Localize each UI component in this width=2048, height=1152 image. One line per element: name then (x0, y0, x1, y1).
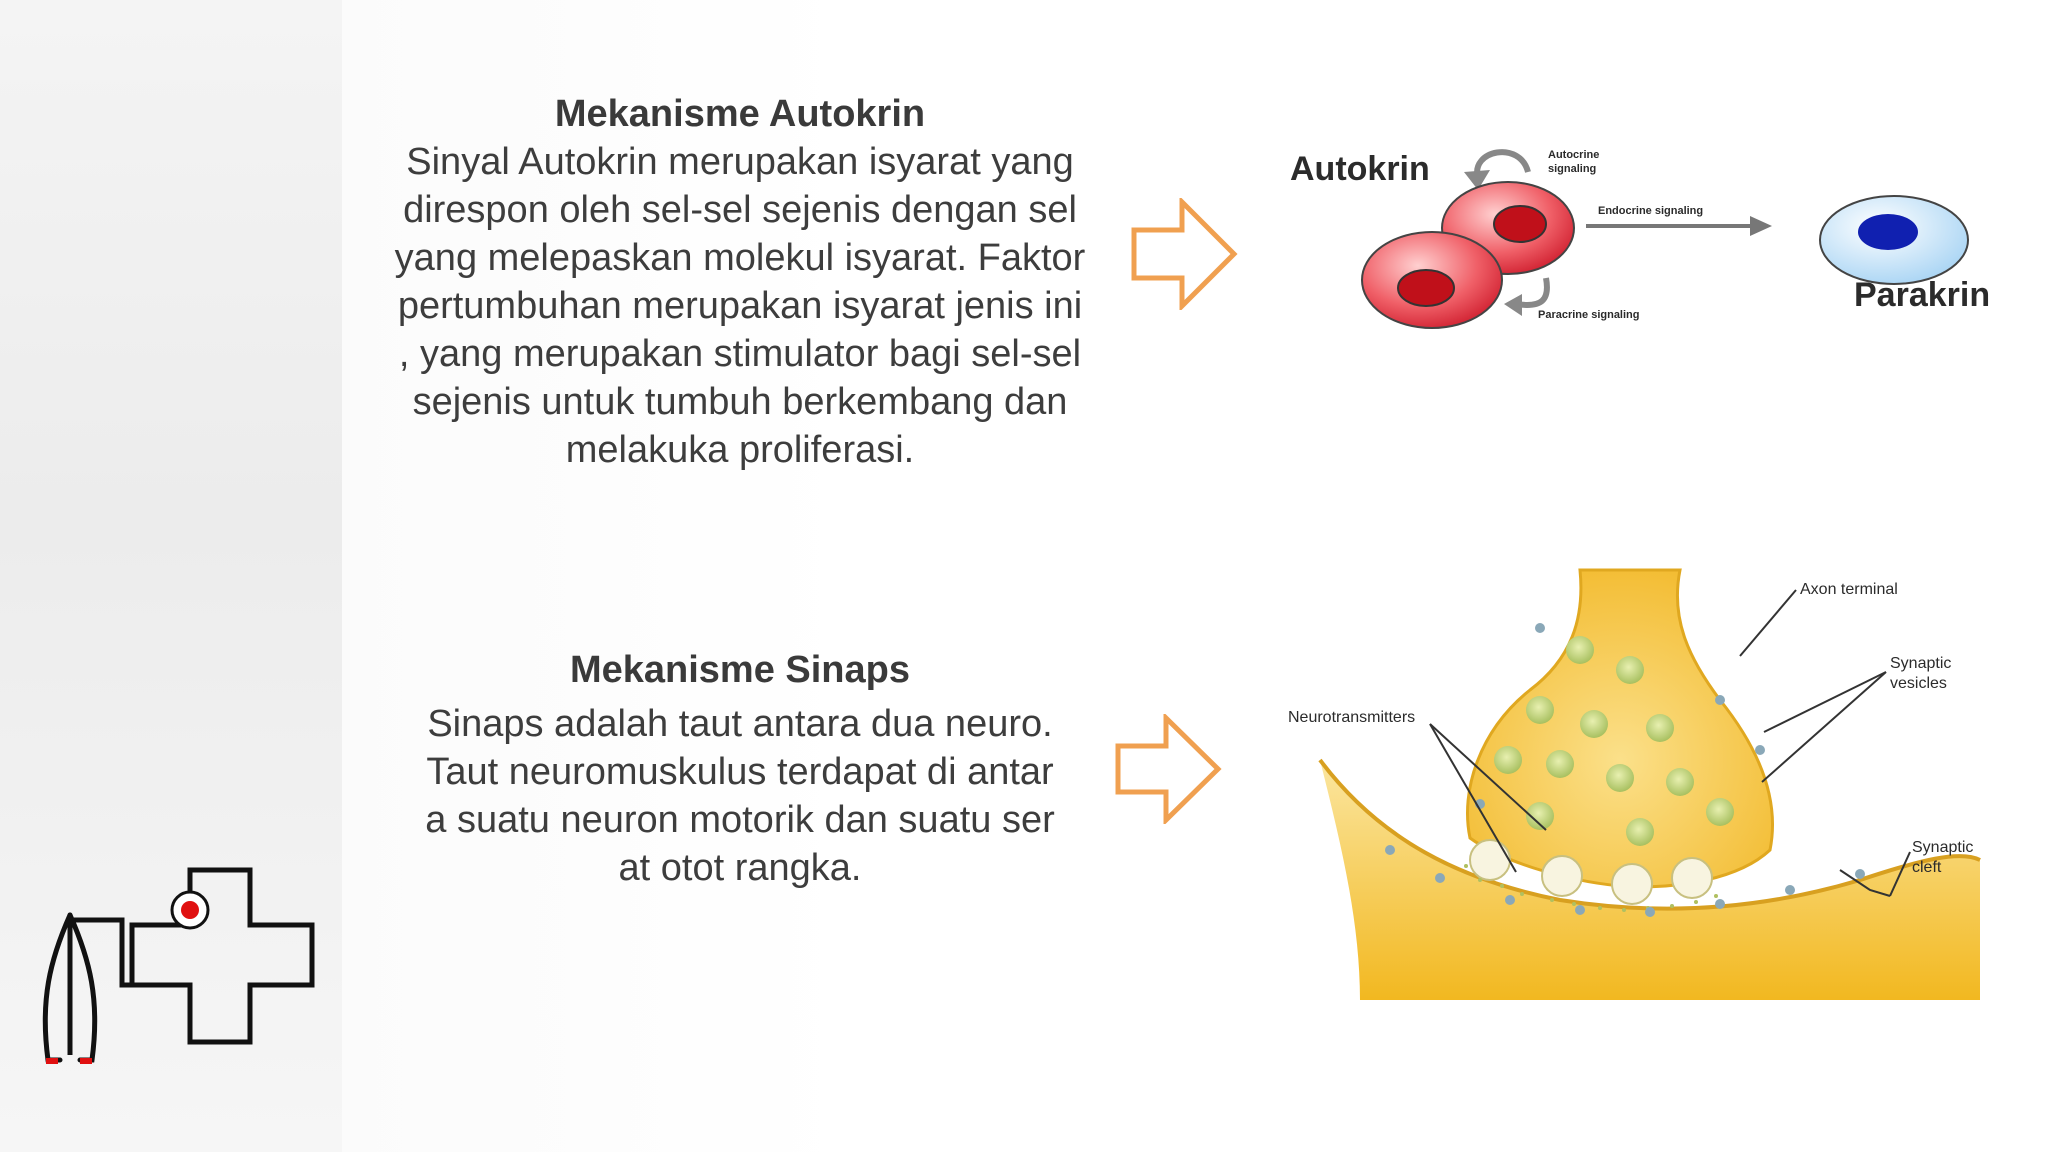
neurotransmitters-label: Neurotransmitters (1288, 709, 1416, 726)
autocrine-text-block (372, 90, 1108, 474)
right-arrow-icon (1130, 198, 1238, 310)
autocrine-paracrine-diagram (1280, 130, 2020, 340)
autocrine-signaling-label-line1: Autocrine (1548, 149, 1600, 161)
right-arrow-icon (1114, 714, 1222, 824)
synapse-text-block (372, 646, 1108, 892)
left-sidebar-panel (0, 0, 342, 1152)
synaptic-cleft-label-line2: cleft (1912, 859, 1942, 876)
paracrine-signaling-label: Paracrine signaling (1538, 309, 1640, 321)
autocrine-description: Sinyal Autokrin merupakan isyarat yang direspon oleh sel-sel sejenis dengan sel yang melepaskan molekul isyarat. Faktor pertumbuhan merupakan isyarat jenis ini , yang merupakan stimulator bagi sel-sel sejenis untuk tumbuh berkembang dan melakuka proliferasi. (394, 141, 1086, 471)
synaptic-vesicles-label-line1: Synaptic (1890, 655, 1952, 672)
synaptic-cleft-label-line1: Synaptic (1912, 839, 1974, 856)
synaptic-vesicles-label-line2: vesicles (1890, 675, 1947, 692)
axon-terminal-label: Axon terminal (1800, 581, 1898, 598)
autocrine-heading: Mekanisme Autokrin (554, 93, 926, 135)
autocrine-signaling-label-line2: signaling (1548, 163, 1597, 175)
synapse-heading: Mekanisme Sinaps (569, 649, 911, 691)
synapse-diagram (1240, 560, 2000, 1000)
autokrin-label: Autokrin (1290, 150, 1430, 188)
stethoscope-cross-logo-icon (30, 860, 330, 1090)
synapse-description: Sinaps adalah taut antara dua neuro. Taut neuromuskulus terdapat di antar a suatu neuron motorik dan suatu ser at otot rangka. (425, 703, 1055, 889)
endocrine-signaling-label: Endocrine signaling (1598, 205, 1704, 217)
parakrin-label: Parakrin (1854, 276, 1991, 314)
